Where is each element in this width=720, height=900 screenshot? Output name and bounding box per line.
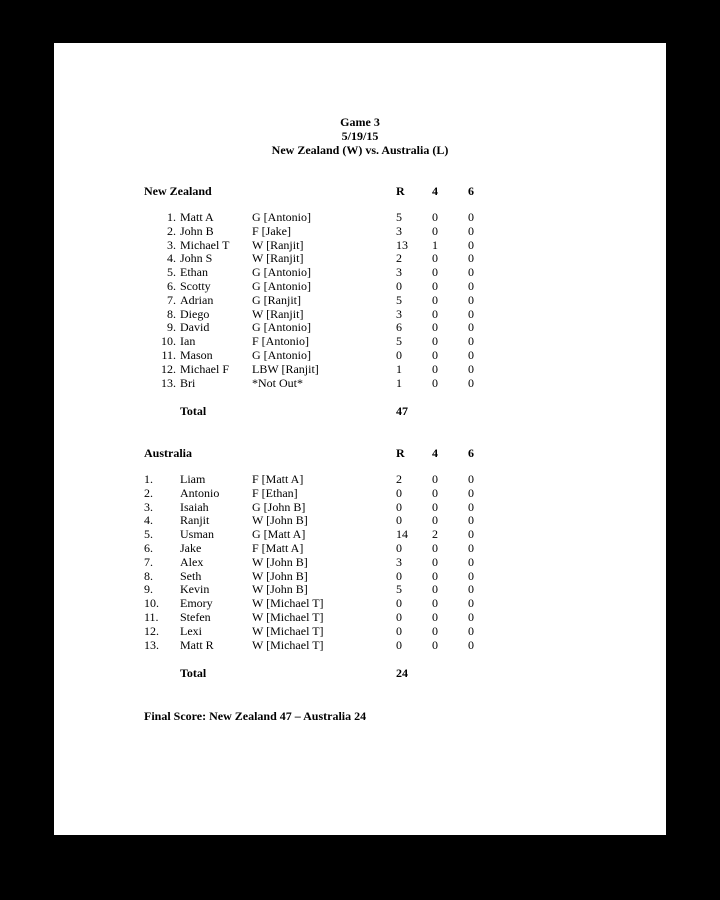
fours: 0 bbox=[432, 251, 438, 266]
player-name: Alex bbox=[180, 554, 204, 569]
player-number: 11. bbox=[161, 347, 176, 362]
player-row bbox=[144, 473, 524, 487]
fours: 0 bbox=[432, 596, 438, 611]
sixes: 0 bbox=[468, 334, 474, 349]
player-number: 5. bbox=[144, 527, 153, 542]
sixes: 0 bbox=[468, 527, 474, 542]
dismissal: G [Antonio] bbox=[252, 265, 311, 280]
fours-header: 4 bbox=[432, 184, 438, 198]
fours: 1 bbox=[432, 237, 438, 252]
dismissal: *Not Out* bbox=[252, 375, 303, 390]
player-name: Matt R bbox=[180, 637, 214, 652]
runs: 0 bbox=[396, 623, 402, 638]
player-row bbox=[144, 597, 524, 611]
fours: 0 bbox=[432, 292, 438, 307]
sixes: 0 bbox=[468, 237, 474, 252]
player-row bbox=[144, 321, 524, 335]
dismissal: G [John B] bbox=[252, 499, 306, 514]
sixes: 0 bbox=[468, 637, 474, 652]
player-number: 7. bbox=[167, 292, 176, 307]
sixes: 0 bbox=[468, 210, 474, 224]
player-row bbox=[144, 611, 524, 625]
total-runs: 47 bbox=[396, 404, 408, 419]
game-title: Game 3 bbox=[340, 115, 380, 129]
sixes: 0 bbox=[468, 540, 474, 555]
fours: 0 bbox=[432, 278, 438, 293]
runs: 1 bbox=[396, 361, 402, 376]
sixes: 0 bbox=[468, 278, 474, 293]
fours: 0 bbox=[432, 223, 438, 238]
fours: 0 bbox=[432, 568, 438, 583]
sixes: 0 bbox=[468, 265, 474, 280]
player-number: 1. bbox=[144, 472, 153, 486]
player-number: 5. bbox=[167, 265, 176, 280]
player-row bbox=[144, 583, 524, 597]
dismissal: W [Michael T] bbox=[252, 609, 324, 624]
player-number: 12. bbox=[144, 623, 159, 638]
fours: 0 bbox=[432, 472, 438, 486]
fours: 0 bbox=[432, 347, 438, 362]
player-name: Matt A bbox=[180, 210, 214, 224]
sixes: 0 bbox=[468, 472, 474, 486]
runs-header: R bbox=[396, 184, 405, 198]
sixes: 0 bbox=[468, 347, 474, 362]
player-name: John S bbox=[180, 251, 213, 266]
player-name: Bri bbox=[180, 375, 196, 390]
sixes: 0 bbox=[468, 223, 474, 238]
document-page bbox=[54, 43, 666, 835]
game-date: 5/19/15 bbox=[341, 129, 379, 143]
dismissal: G [Antonio] bbox=[252, 278, 311, 293]
player-number: 6. bbox=[144, 540, 153, 555]
player-number: 9. bbox=[167, 320, 176, 335]
player-number: 7. bbox=[144, 554, 153, 569]
player-name: Ranjit bbox=[180, 513, 210, 528]
sixes: 0 bbox=[468, 361, 474, 376]
runs: 0 bbox=[396, 347, 402, 362]
dismissal: G [Antonio] bbox=[252, 347, 311, 362]
team-name: Australia bbox=[144, 446, 192, 460]
dismissal: W [Ranjit] bbox=[252, 306, 304, 321]
player-row bbox=[144, 514, 524, 528]
runs: 0 bbox=[396, 637, 402, 652]
runs: 0 bbox=[396, 568, 402, 583]
dismissal: G [Antonio] bbox=[252, 210, 311, 224]
dismissal: W [Michael T] bbox=[252, 637, 324, 652]
runs: 5 bbox=[396, 210, 402, 224]
player-row bbox=[144, 252, 524, 266]
sixes: 0 bbox=[468, 623, 474, 638]
runs: 5 bbox=[396, 334, 402, 349]
runs: 0 bbox=[396, 596, 402, 611]
sixes: 0 bbox=[468, 292, 474, 307]
runs: 1 bbox=[396, 375, 402, 390]
player-row bbox=[144, 225, 524, 239]
player-name: Mason bbox=[180, 347, 213, 362]
total-label: Total bbox=[180, 404, 207, 419]
player-name: Liam bbox=[180, 472, 206, 486]
player-row bbox=[144, 294, 524, 308]
player-number: 4. bbox=[144, 513, 153, 528]
runs: 3 bbox=[396, 223, 402, 238]
dismissal: W [Ranjit] bbox=[252, 251, 304, 266]
player-number: 4. bbox=[167, 251, 176, 266]
fours-header: 4 bbox=[432, 446, 438, 460]
fours: 0 bbox=[432, 540, 438, 555]
player-number: 2. bbox=[144, 485, 153, 500]
player-name: Adrian bbox=[180, 292, 214, 307]
team-name: New Zealand bbox=[144, 184, 212, 198]
sixes: 0 bbox=[468, 306, 474, 321]
player-number: 10. bbox=[144, 596, 159, 611]
dismissal: F [Matt A] bbox=[252, 472, 304, 486]
player-number: 13. bbox=[161, 375, 176, 390]
player-name: Usman bbox=[180, 527, 214, 542]
player-number: 12. bbox=[161, 361, 176, 376]
player-number: 3. bbox=[167, 237, 176, 252]
runs: 6 bbox=[396, 320, 402, 335]
sixes: 0 bbox=[468, 499, 474, 514]
sixes: 0 bbox=[468, 485, 474, 500]
sixes: 0 bbox=[468, 251, 474, 266]
player-row bbox=[144, 639, 524, 653]
dismissal: W [John B] bbox=[252, 568, 308, 583]
player-row bbox=[144, 363, 524, 377]
runs-header: R bbox=[396, 446, 405, 460]
team-header bbox=[144, 184, 524, 198]
player-row bbox=[144, 349, 524, 363]
player-row bbox=[144, 377, 524, 391]
player-number: 6. bbox=[167, 278, 176, 293]
runs: 2 bbox=[396, 251, 402, 266]
fours: 0 bbox=[432, 554, 438, 569]
fours: 0 bbox=[432, 637, 438, 652]
dismissal: G [Ranjit] bbox=[252, 292, 301, 307]
player-name: John B bbox=[180, 223, 214, 238]
player-name: Isaiah bbox=[180, 499, 209, 514]
document-header bbox=[54, 115, 666, 157]
player-list bbox=[144, 211, 524, 390]
runs: 5 bbox=[396, 292, 402, 307]
fours: 0 bbox=[432, 361, 438, 376]
runs: 2 bbox=[396, 472, 402, 486]
dismissal: W [Michael T] bbox=[252, 596, 324, 611]
player-row bbox=[144, 335, 524, 349]
player-row bbox=[144, 542, 524, 556]
sixes: 0 bbox=[468, 513, 474, 528]
fours: 0 bbox=[432, 499, 438, 514]
runs: 3 bbox=[396, 265, 402, 280]
player-name: Emory bbox=[180, 596, 213, 611]
total-runs: 24 bbox=[396, 666, 408, 681]
player-number: 3. bbox=[144, 499, 153, 514]
sixes: 0 bbox=[468, 554, 474, 569]
player-number: 2. bbox=[167, 223, 176, 238]
fours: 0 bbox=[432, 210, 438, 224]
player-number: 8. bbox=[144, 568, 153, 583]
dismissal: F [Antonio] bbox=[252, 334, 309, 349]
fours: 0 bbox=[432, 623, 438, 638]
player-row bbox=[144, 266, 524, 280]
player-name: Lexi bbox=[180, 623, 202, 638]
fours: 2 bbox=[432, 527, 438, 542]
fours: 0 bbox=[432, 485, 438, 500]
player-name: Ethan bbox=[180, 265, 208, 280]
player-name: Seth bbox=[180, 568, 202, 583]
matchup: New Zealand (W) vs. Australia (L) bbox=[271, 143, 449, 157]
sixes-header: 6 bbox=[468, 446, 474, 460]
dismissal: F [Matt A] bbox=[252, 540, 304, 555]
runs: 3 bbox=[396, 306, 402, 321]
fours: 0 bbox=[432, 582, 438, 597]
player-list bbox=[144, 473, 524, 652]
player-name: Antonio bbox=[180, 485, 220, 500]
player-row bbox=[144, 487, 524, 501]
runs: 5 bbox=[396, 582, 402, 597]
fours: 0 bbox=[432, 609, 438, 624]
dismissal: W [John B] bbox=[252, 513, 308, 528]
player-name: Michael T bbox=[180, 237, 230, 252]
runs: 0 bbox=[396, 278, 402, 293]
team-section-new-zealand bbox=[144, 184, 524, 418]
runs: 0 bbox=[396, 499, 402, 514]
dismissal: LBW [Ranjit] bbox=[252, 361, 319, 376]
player-name: Diego bbox=[180, 306, 210, 321]
player-row bbox=[144, 570, 524, 584]
runs: 0 bbox=[396, 513, 402, 528]
player-number: 1. bbox=[167, 210, 176, 224]
runs: 3 bbox=[396, 554, 402, 569]
dismissal: W [John B] bbox=[252, 554, 308, 569]
dismissal: G [Matt A] bbox=[252, 527, 306, 542]
team-header bbox=[144, 446, 524, 460]
player-row bbox=[144, 501, 524, 515]
player-name: David bbox=[180, 320, 210, 335]
player-row bbox=[144, 280, 524, 294]
runs: 0 bbox=[396, 485, 402, 500]
team-section-australia bbox=[144, 446, 524, 680]
sixes: 0 bbox=[468, 582, 474, 597]
runs: 0 bbox=[396, 609, 402, 624]
runs: 13 bbox=[396, 237, 408, 252]
player-row bbox=[144, 239, 524, 253]
fours: 0 bbox=[432, 265, 438, 280]
dismissal: W [Michael T] bbox=[252, 623, 324, 638]
sixes: 0 bbox=[468, 375, 474, 390]
player-number: 11. bbox=[144, 609, 159, 624]
player-row bbox=[144, 625, 524, 639]
total-label: Total bbox=[180, 666, 207, 681]
player-name: Michael F bbox=[180, 361, 229, 376]
fours: 0 bbox=[432, 375, 438, 390]
final-score: Final Score: New Zealand 47 – Australia 24 bbox=[144, 709, 367, 723]
dismissal: F [Jake] bbox=[252, 223, 291, 238]
runs: 0 bbox=[396, 540, 402, 555]
sixes-header: 6 bbox=[468, 184, 474, 198]
fours: 0 bbox=[432, 513, 438, 528]
sixes: 0 bbox=[468, 609, 474, 624]
player-number: 8. bbox=[167, 306, 176, 321]
player-name: Stefen bbox=[180, 609, 211, 624]
player-name: Jake bbox=[180, 540, 202, 555]
fours: 0 bbox=[432, 306, 438, 321]
total-row bbox=[144, 404, 524, 418]
dismissal: W [Ranjit] bbox=[252, 237, 304, 252]
fours: 0 bbox=[432, 334, 438, 349]
player-name: Ian bbox=[180, 334, 196, 349]
runs: 14 bbox=[396, 527, 408, 542]
player-number: 13. bbox=[144, 637, 159, 652]
sixes: 0 bbox=[468, 568, 474, 583]
player-number: 9. bbox=[144, 582, 153, 597]
dismissal: W [John B] bbox=[252, 582, 308, 597]
player-name: Kevin bbox=[180, 582, 210, 597]
player-row bbox=[144, 556, 524, 570]
player-number: 10. bbox=[161, 334, 176, 349]
player-row bbox=[144, 211, 524, 225]
sixes: 0 bbox=[468, 320, 474, 335]
total-row bbox=[144, 666, 524, 680]
fours: 0 bbox=[432, 320, 438, 335]
player-row bbox=[144, 528, 524, 542]
player-name: Scotty bbox=[180, 278, 211, 293]
dismissal: F [Ethan] bbox=[252, 485, 298, 500]
sixes: 0 bbox=[468, 596, 474, 611]
player-row bbox=[144, 308, 524, 322]
dismissal: G [Antonio] bbox=[252, 320, 311, 335]
